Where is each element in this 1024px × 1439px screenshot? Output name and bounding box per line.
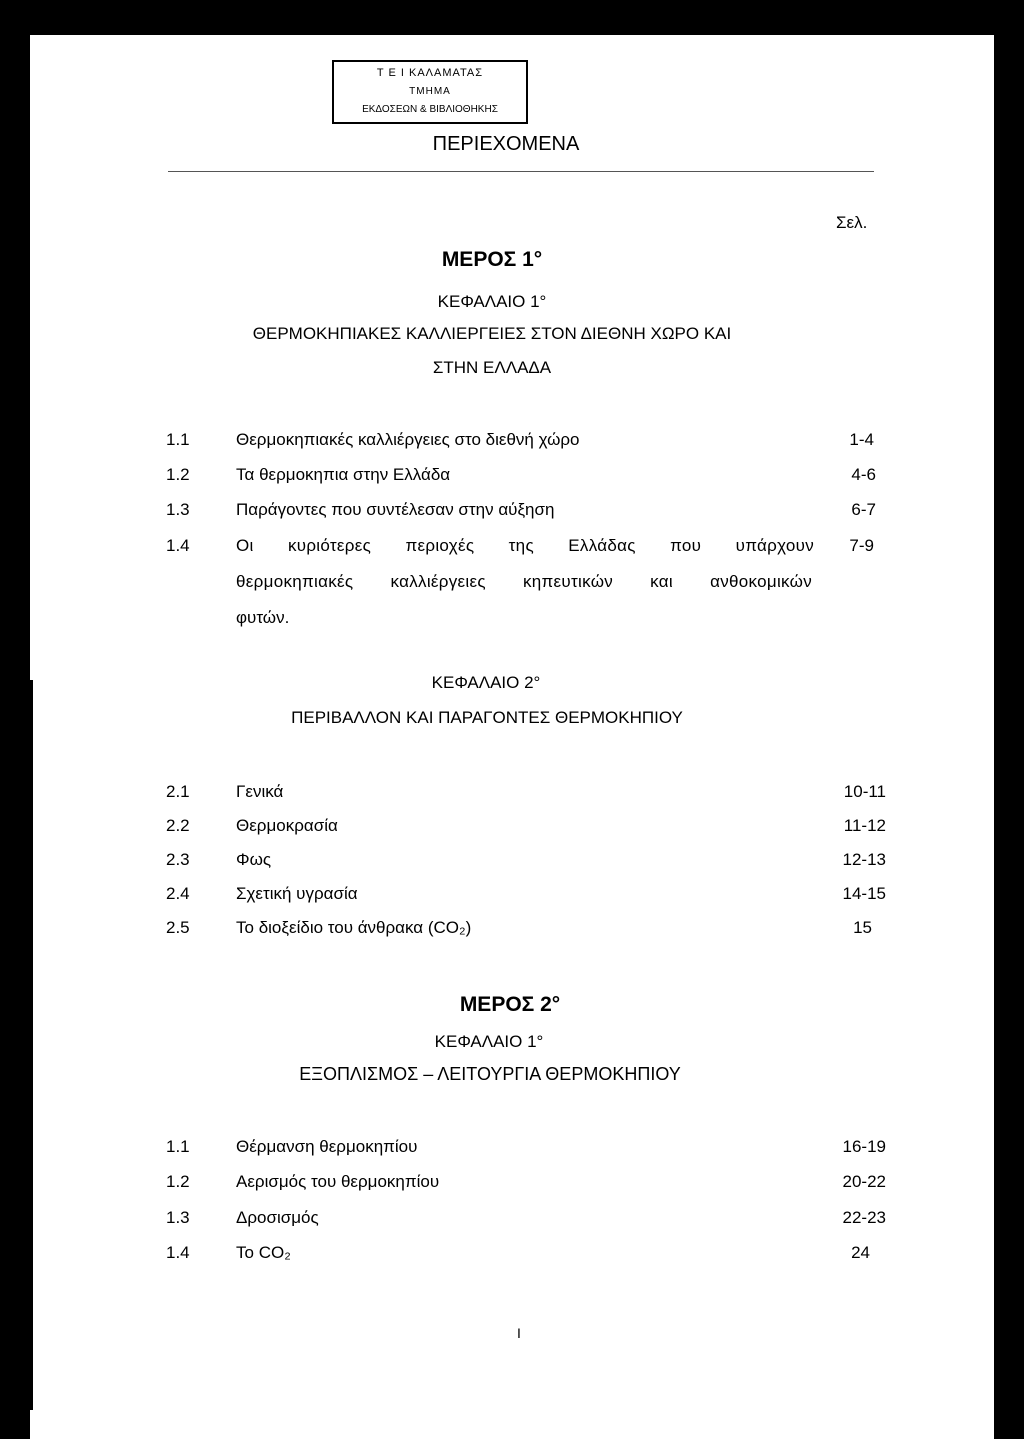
part-2-chapter-1-title: ΕΞΟΠΛΙΣΜΟΣ – ΛΕΙΤΟΥΡΓΙΑ ΘΕΡΜΟΚΗΠΙΟΥ (299, 1064, 681, 1084)
toc-entry-number: 1.4 (166, 1243, 190, 1262)
toc-entry-number: 2.1 (166, 782, 190, 801)
stamp-line-1: Τ Ε Ι ΚΑΛΑΜΑΤΑΣ (376, 67, 484, 79)
toc-entry-number: 2.4 (166, 884, 190, 903)
toc-entry-number: 2.3 (166, 850, 190, 869)
toc-entry-page: 11-12 (843, 816, 886, 835)
toc-entry-page: 12-13 (842, 850, 886, 869)
page-title: ΠΕΡΙΕΧΟΜΕΝΑ (432, 133, 580, 155)
toc-entry-number: 2.5 (166, 918, 190, 937)
part-2-heading: ΜΕΡΟΣ 2° (459, 993, 561, 1016)
toc-entry-title: Θερμοκρασία (236, 816, 338, 835)
toc-entry-title: Το CO₂ (236, 1243, 291, 1262)
toc-entry-title: Θέρμανση θερμοκηπίου (236, 1137, 418, 1156)
toc-entry-number: 1.3 (166, 1208, 190, 1227)
toc-entry-page: 10-11 (843, 782, 886, 801)
part-1-chapter-1-title-line-2: ΣΤΗΝ ΕΛΛΑΔΑ (432, 358, 552, 377)
toc-entry-title: Γενικά (236, 782, 284, 801)
toc-entry-title: Παράγοντες που συντέλεσαν στην αύξηση (236, 500, 555, 519)
toc-entry-number: 1.1 (166, 1137, 190, 1156)
part-1-chapter-2-title: ΠΕΡΙΒΑΛΛΟΝ ΚΑΙ ΠΑΡΑΓΟΝΤΕΣ ΘΕΡΜΟΚΗΠΙΟΥ (291, 708, 683, 727)
toc-entry-page: 1-4 (849, 430, 874, 449)
scanned-page (30, 35, 994, 1439)
toc-entry-page: 22-23 (842, 1208, 886, 1227)
toc-entry-title: Αερισμός του θερμοκηπίου (236, 1172, 440, 1191)
toc-entry-number: 1.2 (166, 1172, 190, 1191)
part-1-heading: ΜΕΡΟΣ 1° (441, 248, 543, 271)
toc-entry-page: 15 (853, 918, 872, 937)
toc-entry-title-line-2: θερμοκηπιακές καλλιέργειες κηπευτικών και ανθοκομικών (236, 572, 812, 591)
toc-entry-page: 16-19 (842, 1137, 886, 1156)
part-1-chapter-2-heading: ΚΕΦΑΛΑΙΟ 2° (431, 673, 541, 692)
toc-entry-title-line-3: φυτών. (236, 608, 290, 627)
header-rule (168, 171, 874, 172)
toc-entry-title: Δροσισμός (236, 1208, 319, 1227)
toc-entry-title: Φως (236, 850, 272, 869)
page-column-header: Σελ. (836, 213, 868, 232)
toc-entry-title: Τα θερμοκηπια στην Ελλάδα (236, 465, 451, 484)
toc-entry-page: 14-15 (842, 884, 886, 903)
toc-entry-page: 24 (851, 1243, 870, 1262)
toc-entry-title: Θερμοκηπιακές καλλιέργειες στο διεθνή χώρο (236, 430, 580, 449)
part-2-chapter-1-heading: ΚΕΦΑΛΑΙΟ 1° (434, 1032, 544, 1051)
stamp-line-2: ΤΜΗΜΑ (409, 86, 451, 97)
toc-entry-number: 2.2 (166, 816, 190, 835)
stamp-line-3: ΕΚΔΟΣΕΩΝ & ΒΙΒΛΙΟΘΗΚΗΣ (362, 104, 498, 115)
toc-entry-page: 4-6 (851, 465, 876, 484)
toc-entry-number: 1.1 (166, 430, 190, 449)
part-1-chapter-1-title-line-1: ΘΕΡΜΟΚΗΠΙΑΚΕΣ ΚΑΛΛΙΕΡΓΕΙΕΣ ΣΤΟΝ ΔΙΕΘΝΗ ΧΩΡΟ ΚΑΙ (252, 324, 732, 343)
toc-entry-title: Σχετική υγρασία (236, 884, 358, 903)
toc-entry-number: 1.4 (166, 536, 190, 555)
toc-entry-number: 1.3 (166, 500, 190, 519)
toc-entry-page: 7-9 (849, 536, 874, 555)
library-stamp (332, 60, 528, 124)
toc-entry-page: 20-22 (842, 1172, 886, 1191)
toc-entry-page: 6-7 (851, 500, 876, 519)
toc-entry-number: 1.2 (166, 465, 190, 484)
toc-entry-title-line-1: Οι κυριότερες περιοχές της Ελλάδας που υπάρχουν (236, 536, 814, 555)
page-number: I (517, 1325, 521, 1341)
toc-entry-title: Το διοξείδιο του άνθρακα (CO₂) (236, 918, 472, 937)
scan-artifact-line (994, 35, 997, 325)
part-1-chapter-1-heading: ΚΕΦΑΛΑΙΟ 1° (437, 292, 547, 311)
